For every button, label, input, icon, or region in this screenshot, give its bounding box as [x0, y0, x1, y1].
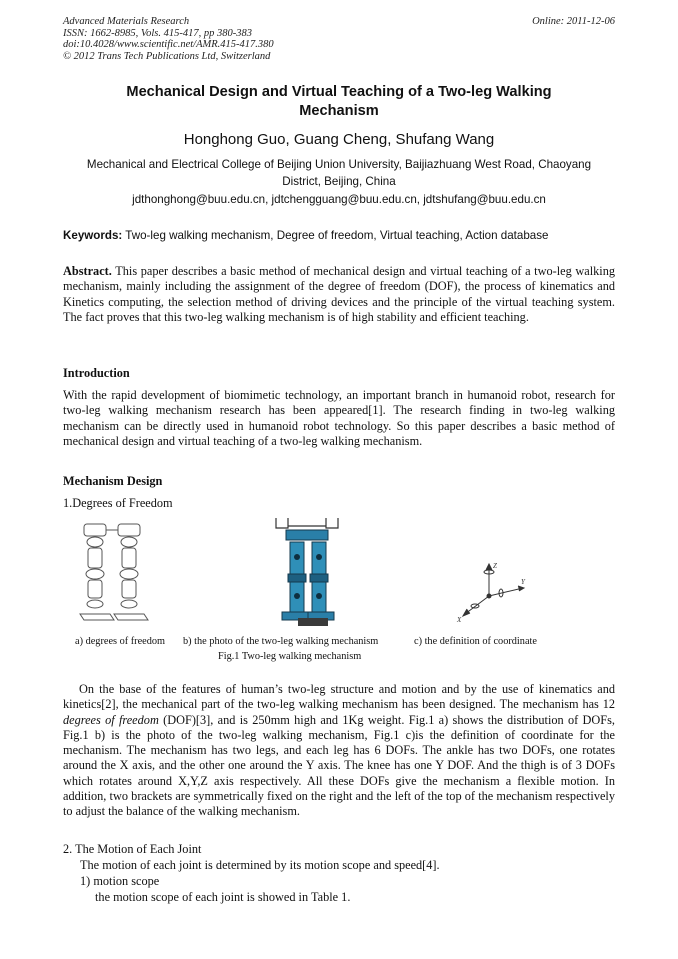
title-line-2: Mechanism [299, 103, 379, 119]
keywords-text: Two-leg walking mechanism, Degree of freedom, Virtual teaching, Action database [125, 229, 549, 242]
abstract-label: Abstract. [63, 264, 112, 278]
authors: Honghong Guo, Guang Cheng, Shufang Wang [183, 131, 495, 148]
axis-x-label: X [457, 616, 462, 624]
affiliation-line-2: District, Beijing, China [282, 175, 396, 188]
keywords-label: Keywords: [63, 229, 123, 242]
affiliation-line-1: Mechanical and Electrical College of Beijing Union University, Baijiazhuang West Road, Chaoyang [86, 158, 592, 171]
coordinate-diagram [445, 558, 535, 628]
figure-caption: Fig.1 Two-leg walking mechanism [218, 651, 362, 662]
intro-heading: Introduction [63, 366, 130, 380]
dof-diagram [70, 518, 180, 628]
joint-text: The motion of each joint is determined by its motion scope and speed[4]. [80, 858, 440, 872]
body-p1-italic: degrees of freedom [63, 712, 159, 727]
abstract-text: This paper describes a basic method of mechanical design and virtual teaching of a two-leg walking mechanism, mainly including the assignment of the degree of freedom (DOF), the process of kinematics and Kinetics computing, the selection method of driving devices and the principle of the virtual teaching system. The fact proves that this two-leg walking mechanism is of high stability and efficient teaching. [63, 264, 615, 324]
mechanism-photo [268, 512, 348, 634]
copyright-line: © 2012 Trans Tech Publications Ltd, Switzerland [63, 50, 271, 62]
axis-z-label: Z [493, 562, 497, 570]
journal-header [63, 16, 274, 62]
doi-line: doi:10.4028/www.scientific.net/AMR.415-417.380 [63, 39, 274, 50]
online-date: Online: 2011-12-06 [532, 16, 615, 27]
axis-y-label: Y [521, 578, 525, 586]
caption-c: c) the definition of coordinate [414, 636, 537, 647]
mechanism-heading: Mechanism Design [63, 474, 163, 488]
scope-text: the motion scope of each joint is showed in Table 1. [95, 890, 351, 904]
intro-text: With the rapid development of biomimetic technology, an important branch in humanoid robot, research for two-leg walking mechanism research has been appeared[1]. The research finding in two-leg walking mechanism can be directly used in humanoid robot technology. So this paper describes a basic method of mechanical design and virtual teaching of a two-leg walking mechanism. [63, 388, 615, 448]
title-line-1: Mechanical Design and Virtual Teaching of a Two-leg Walking [126, 84, 552, 100]
abstract [63, 264, 615, 325]
affiliation [63, 156, 615, 190]
author-emails: jdthonghong@buu.edu.cn, jdtchengguang@buu.edu.cn, jdtshufang@buu.edu.cn [132, 193, 546, 206]
scope-heading: 1) motion scope [80, 874, 160, 888]
dof-heading: 1.Degrees of Freedom [63, 496, 173, 510]
paper-title [63, 83, 615, 121]
caption-a: a) degrees of freedom [75, 636, 166, 647]
body-paragraph-1 [63, 682, 615, 820]
caption-b: b) the photo of the two-leg walking mechanism [183, 636, 379, 647]
joint-heading: 2. The Motion of Each Joint [63, 842, 202, 856]
journal-name: Advanced Materials Research [63, 16, 190, 27]
issn-line: ISSN: 1662-8985, Vols. 415-417, pp 380-383 [63, 27, 252, 39]
body-p1-end: (DOF)[3], and is 250mm high and 1Kg weight. Fig.1 a) shows the distribution of DOFs, Fig.1 b) is the photo of the two-leg walking mechanism, Fig.1 c)is the definition of coordinate for the mechanism. The mechanism has two legs, and each leg has 6 DOFs. The ankle has two DOFs, one rotates around the X axis, and the other one around the Y axis. The knee has one Y DOF. And the thigh is of 3 DOFs which rotates around X,Y,Z axis respectively. All these DOFs give the mechanism a flexible motion. In addition, two brackets are symmetrically fixed on the right and the left of the top of the mechanism respectively to adjust the balance of the walking mechanism. [63, 712, 615, 819]
keywords [63, 229, 615, 242]
body-p1-start: On the base of the features of human’s two-leg structure and motion and by the use of kinematics and kinetics[2], the mechanical part of the two-leg walking mechanism has been designed. The mechanism has 12 [63, 682, 615, 712]
